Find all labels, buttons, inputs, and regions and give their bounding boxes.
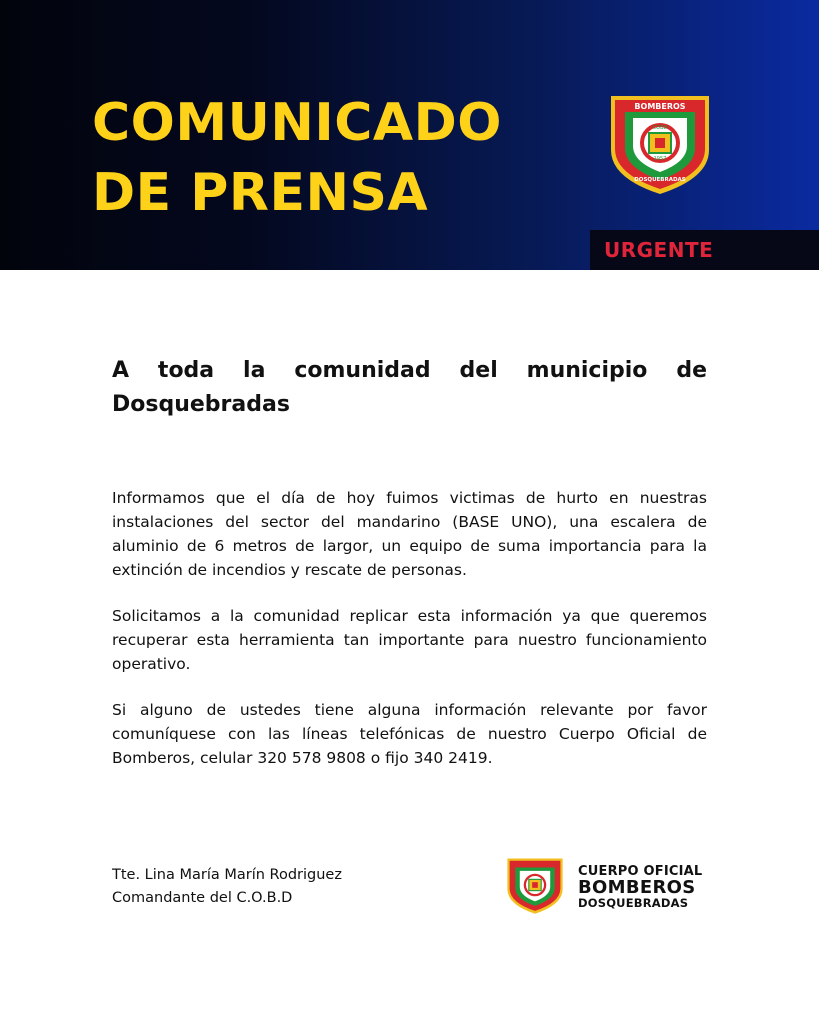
badge-center-text: COBD: [652, 125, 668, 131]
signature-block: [112, 864, 342, 910]
paragraph-community-request: Solicitamos a la comunidad replicar esta información ya que queremos recuperar esta herramienta tan importante para nuestro funcionamiento operativo.: [112, 607, 707, 673]
title-line-2: DE PRENSA: [92, 163, 429, 223]
org-line-2: BOMBEROS: [578, 877, 696, 898]
urgent-label: URGENTE: [604, 238, 714, 262]
paragraph-contact-info: Si alguno de ustedes tiene alguna información relevante por favor comuníquese con las líneas telefónicas de nuestro Cuerpo Oficial de Bomberos, celular 320 578 9808 o fijo 340 2419.: [112, 701, 707, 767]
paragraph-theft-report: Informamos que el día de hoy fuimos victimas de hurto en nuestras instalaciones del sector del mandarino (BASE UNO), una escalera de aluminio de 6 metros de largor, un equipo de suma importancia para la extinción de incendios y rescate de personas.: [112, 489, 707, 579]
badge-top-text: BOMBEROS: [634, 102, 686, 111]
header-banner: [0, 0, 819, 270]
org-line-3: DOSQUEBRADAS: [578, 896, 689, 910]
bomberos-shield-logo: [605, 88, 715, 198]
announcement-heading: A toda la comunidad del municipio de Dosquebradas: [112, 358, 707, 417]
footer-bomberos-shield-logo: [504, 854, 566, 916]
org-line-1: CUERPO OFICIAL: [578, 864, 703, 879]
signer-name: Tte. Lina María Marín Rodriguez: [112, 867, 342, 883]
badge-bottom-text: DOSQUEBRADAS: [634, 177, 686, 183]
signer-title: Comandante del C.O.B.D: [112, 890, 293, 906]
page-title: [92, 88, 502, 228]
badge-year: 1957: [653, 156, 667, 162]
org-wordmark: [578, 865, 702, 910]
title-line-1: COMUNICADO: [92, 93, 502, 153]
